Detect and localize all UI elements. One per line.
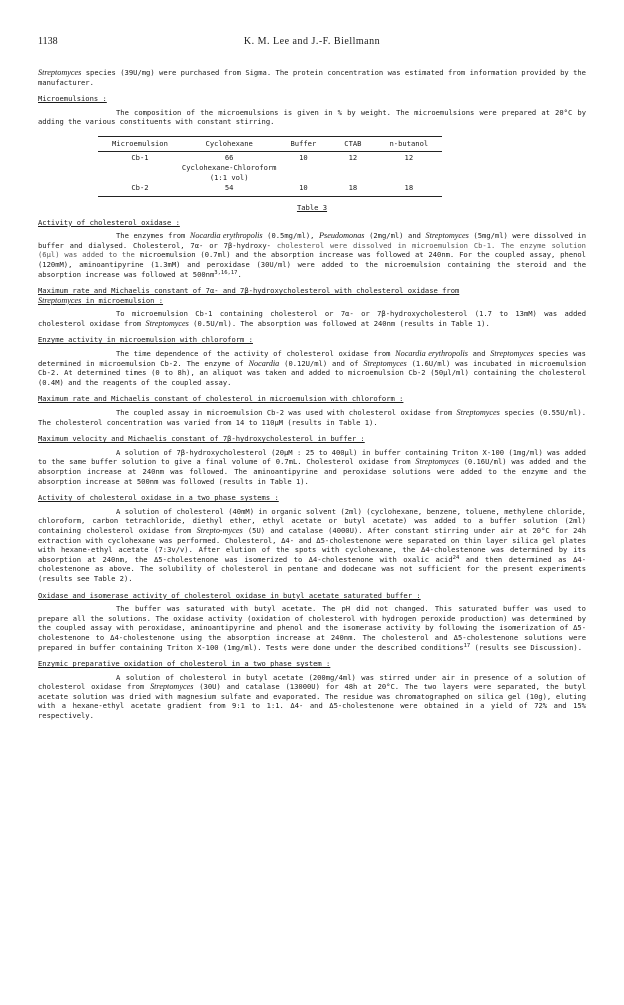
table-header-row (98, 136, 442, 151)
species-name: Streptomyces (363, 358, 407, 368)
table-cell: 10 (299, 152, 308, 162)
species-name: Nocardia erythropolis (395, 349, 468, 359)
table-cell: Cb-2 (98, 182, 182, 196)
table-cell: 18 (375, 182, 442, 196)
intro-paragraph (38, 68, 586, 87)
text-run: . (237, 269, 242, 279)
text-run: (30U) and catalase (13000U) for 48h at 20°C. The two layers were separated, the butyl acetate solution was dried with magnesium sulfate and evaporated. The residue was chromatographed on silica gel (10g), eluting with a hexane-ethyl acetate gradient from 9:1 to 1:1. Δ4- and Δ5-cholestenone were obtained in a yield of 72% and 15% respectively. (38, 682, 587, 721)
table-header-cell: n-butanol (375, 136, 442, 151)
species-name: Streptomyces (38, 295, 82, 305)
section-heading-microemulsions: Microemulsions : (38, 94, 107, 104)
text-run: The buffer was saturated with butyl acetate. The pH did not changed. This saturated buffer was used to prepare all the solutions. The oxidase activity (oxidation of cholesterol with hydrogen peroxide production) was determined by the coupled assay with peroxidase, aminoantipyrine and phenol and the isomerase activity by following the isomerization of Δ5-cholestenone to Δ4-cholestenone using the absorption increase at 240nm. The cholesterol and Δ5-cholestenone solutions were prepared in buffer containing Triton X-100 (1mg/ml). Tests were done under the described conditions (38, 604, 586, 652)
section-heading: Maximum rate and Michaelis constant of cholesterol in microemulsion with chloroform : (38, 394, 404, 404)
text-run: cholesterol were dissolved in microemulsion Cb-1. The enzyme solution (6µl) was added to the (38, 240, 586, 260)
heading-text: in microemulsion : (81, 295, 164, 305)
table-subheader-row (98, 173, 442, 183)
table-cell: 12 (404, 152, 414, 162)
table-cell: 18 (330, 182, 375, 196)
text-run: To microemulsion Cb-1 containing cholesterol or 7α- or 7β-hydroxycholesterol (1.7 to 13mM) was added cholesterol oxidase from (38, 309, 586, 328)
section-paragraph (38, 507, 586, 584)
species-name: Pseudomonas (319, 231, 365, 241)
species-name: Streptomyces (38, 68, 82, 77)
species-name: Streptomyces (425, 231, 469, 241)
composition-table (98, 136, 442, 197)
table-header-cell: Buffer (276, 136, 330, 151)
text-run: microemulsion (0.7ml) and the absorption increase was followed at 240nm. For the coupled assay, phenol (120mM), aminoantipyrine (1.3mM) and peroxidase (30U/ml) were added to the microemulsion containing the steroid and the absorption increase was followed at 500nm (38, 250, 586, 279)
table-subheader: (1:1 vol) (209, 172, 249, 182)
text-run: (5U) and catalase (4000U). After constant stirring under air at 20°C for 24h extraction with cyclohexane was performed. Cholesterol, Δ4- and Δ5-cholestenone were separated on thin layer silica gel plates with hexane-ethyl acetate (7:3v/v). After elution of the spots with cyclohexane, the Δ4-cholestenone was determined by its absorption at 240nm, the Δ5-cholestenone was isomerized to Δ4-cholestenone with oxalic acid (38, 525, 586, 564)
section-heading: Enzymic preparative oxidation of cholesterol in a two phase system : (38, 659, 331, 669)
section-paragraph (38, 309, 586, 328)
text-run: and (467, 349, 491, 359)
reference-marker: 3,16,17 (214, 269, 238, 276)
running-head (38, 36, 586, 50)
heading-text: Maximum rate and Michaelis constant of 7α- and 7β-hydroxycholesterol with cholesterol oxidase from (38, 286, 460, 296)
text-run: The coupled assay in microemulsion Cb-2 was used with cholesterol oxidase from (116, 408, 457, 418)
species-name: Nocardia erythropolis (189, 231, 263, 241)
table-row (98, 182, 442, 196)
table-cell: 10 (276, 182, 330, 196)
text-run: (results see Discussion). (470, 642, 583, 652)
table-cell: 66 (224, 152, 234, 162)
section-heading: Oxidase and isomerase activity of cholesterol oxidase in butyl acetate saturated buffer : (38, 590, 421, 600)
species-name: Nocardia (248, 358, 280, 368)
text-run: A solution of cholesterol in butyl acetate (200mg/4ml) was stirred under air in presence of a solution of cholesterol oxidase from (38, 672, 586, 692)
table-subheader: Cyclohexane-Chloroform (181, 163, 277, 173)
reference-marker: 17 (463, 642, 471, 649)
text-run: (0.5mg/ml), (262, 231, 320, 241)
section-heading: Activity of cholesterol oxidase in a two phase systems : (38, 493, 279, 503)
text-run: species was determined in microemulsion Cb-2. The enzyme of (38, 349, 586, 368)
table-header-cell: Microemulsion (98, 136, 182, 151)
section-paragraph (38, 448, 586, 486)
species-name: Streptomyces (490, 349, 534, 359)
section-paragraph (38, 408, 586, 427)
article-body (38, 68, 586, 728)
text-run: The enzymes from (116, 231, 190, 241)
microemulsions-text: The composition of the microemulsions is given in % by weight. The microemulsions were prepared at 20°C by adding the various constituents with constant stirring. (38, 107, 586, 127)
species-name: Streptomyces (150, 682, 194, 692)
table-subheader-row (98, 163, 442, 173)
intro-text: species (39U/mg) were purchased from Sigma. The protein concentration was estimated from information provided by the manufacturer. (38, 68, 586, 87)
species-name: Strepto-myces (196, 525, 243, 535)
text-run: species (0.55U/ml). The cholesterol concentration was varied from 14 to 110µM (results in Table 1). (38, 408, 587, 427)
section-heading: Activity of cholesterol oxidase : (38, 217, 180, 227)
table-row (98, 151, 442, 163)
section-paragraph (38, 349, 586, 387)
text-run: (0.12U/ml) and of (279, 358, 364, 368)
microemulsions-paragraph (38, 108, 586, 127)
text-run: The time dependence of the activity of cholesterol oxidase from (116, 349, 396, 359)
section-paragraph (38, 231, 586, 279)
section-paragraph (38, 604, 586, 652)
section-heading: Maximum velocity and Michaelis constant of 7β-hydroxycholesterol in buffer : (38, 434, 365, 444)
text-run: (0.5U/ml). The absorption was followed at 240nm (results in Table 1). (188, 318, 490, 328)
species-name: Streptomyces (456, 408, 500, 418)
table-caption: Table 3 (296, 202, 328, 212)
text-run: A solution of cholesterol (40mM) in organic solvent (2ml) (cyclohexane, benzene, toluene, methylene chloride, chloroform, carbon tetrachloride, diethyl ether, ethyl acetate or butyl acetate) was added to a buffer solution (2ml) containing cholesterol oxidase from (38, 506, 586, 535)
text-run: (2mg/ml) and (364, 231, 426, 241)
text-run: (0.16U/ml) was added and the absorption increase at 240nm was followed. The aminoantipyrine and peroxidase solutions were added to the enzyme and the absorption increase at 500nm was followed (results in Table 1). (38, 457, 586, 486)
species-name: Streptomyces (415, 457, 459, 467)
species-name: Streptomyces (145, 318, 189, 328)
page-number: 1138 (38, 36, 58, 47)
section-paragraph (38, 673, 586, 721)
text-run: and then determined as Δ4-cholestenone as above. The solubility of cholesterol in pentane and dodecane was not sufficient for the present experiments (results see Table 2). (38, 554, 586, 583)
table-header-cell: Cyclohexane (182, 136, 277, 151)
table-cell: 12 (348, 152, 358, 162)
section-heading: Enzyme activity in microemulsion with chloroform : (38, 335, 253, 345)
section-heading (38, 286, 586, 305)
running-head-authors: K. M. Lee and J.-F. Biellmann (243, 36, 381, 47)
table-cell: Cb-1 (131, 152, 149, 162)
table-cell: 54 (182, 182, 277, 196)
text-run: (5mg/ml) were dissolved in buffer and dialysed. Cholesterol, 7α- or 7β-hydroxy- (38, 231, 587, 250)
table-header-cell: CTAB (330, 136, 375, 151)
text-run: A solution of 7β-hydroxycholesterol (20µM : 25 to 400µl) in buffer containing Triton X-100 (1mg/ml) was added to the same buffer solution to give a final volume of 0.7mL. Cholesterol oxidase from (38, 447, 586, 467)
reference-marker: 24 (452, 554, 460, 561)
text-run: (1.6U/ml) was incubated in microemulsion Cb-2. At determined times (0 to 8h), an aliquot was taken and added to microemulsion Cb-2 (50µl/ml) containing the cholesterol (0.4M) and the reagents of the coupled assay. (38, 358, 586, 387)
